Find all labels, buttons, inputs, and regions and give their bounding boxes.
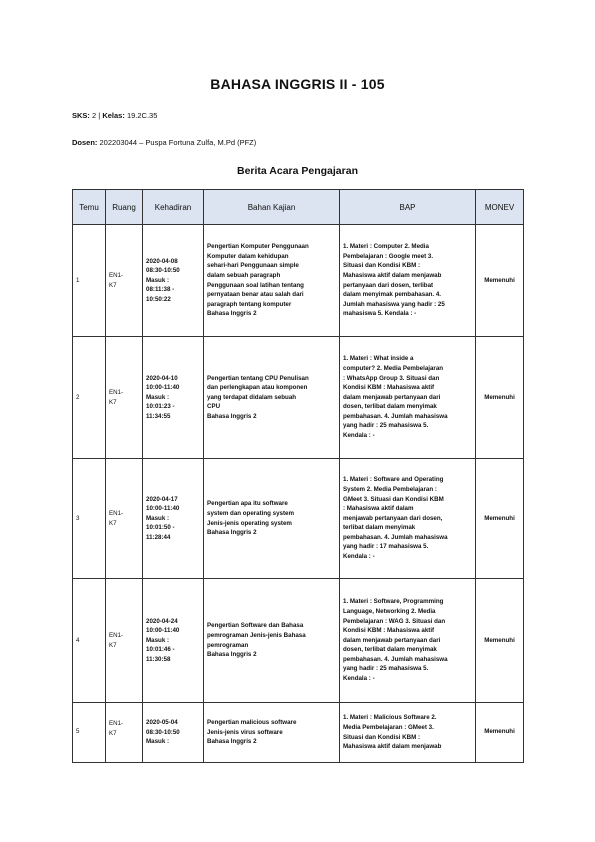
ruang-line: EN1- <box>109 720 124 727</box>
temu-cell: 5 <box>73 703 106 763</box>
bap-line: Pembelajaran : WAG 3. Situasi dan <box>343 617 446 625</box>
bahan-kajian-line: Pengertian Komputer Penggunaan <box>207 243 309 251</box>
bahan-kajian-cell <box>204 703 340 763</box>
bap-line: Jumlah mahasiswa yang hadir : 25 <box>343 300 445 308</box>
sks-label: SKS: <box>72 111 90 120</box>
monev-cell: Memenuhi <box>476 337 524 459</box>
bap-table <box>72 189 524 763</box>
kehadiran-cell <box>143 225 204 337</box>
bap-cell <box>340 225 476 337</box>
kehadiran-cell <box>143 337 204 459</box>
bap-line: 1. Materi : Software, Programming <box>343 598 444 606</box>
kehadiran-line: 10:00-11:40 <box>146 384 180 392</box>
bap-line: GMeet 3. Situasi dan Kondisi KBM <box>343 495 444 503</box>
ruang-line: EN1- <box>109 388 124 396</box>
bap-line: pembahasan. 4. Jumlah mahasiswa <box>343 412 448 420</box>
bap-line: yang hadir : 25 mahasiswa 5. <box>343 665 429 673</box>
separator: | <box>98 111 101 120</box>
bahan-kajian-line: pemrograman <box>207 641 249 649</box>
ruang-line: K7 <box>109 729 117 737</box>
ruang-line: EN1- <box>109 509 124 517</box>
bap-line: yang hadir : 25 mahasiswa 5. <box>343 422 429 430</box>
bap-line: mahasiswa 5. Kendala : - <box>343 310 417 318</box>
bap-line: pertanyaan dari dosen, terlibat <box>343 281 434 289</box>
ruang-cell <box>106 225 143 337</box>
bahan-kajian-cell <box>204 225 340 337</box>
bahan-kajian-cell <box>204 579 340 703</box>
bap-cell <box>340 579 476 703</box>
bahan-kajian-line: Penggunaan soal latihan tentang <box>207 281 304 289</box>
ruang-cell <box>106 337 143 459</box>
monev-cell: Memenuhi <box>476 459 524 579</box>
sks-value: 2 <box>92 111 97 120</box>
kehadiran-line: 10:01:50 - <box>146 524 175 532</box>
bap-line: Kondisi KBM : Mahasiswa aktif <box>343 384 435 392</box>
kehadiran-line: Masuk : <box>146 276 170 284</box>
bap-line: pembahasan. 4. Jumlah mahasiswa <box>343 655 448 663</box>
kehadiran-line: 2020-04-24 <box>146 617 178 625</box>
section-title: Berita Acara Pengajaran <box>236 165 358 177</box>
table-header-row <box>73 190 524 225</box>
lecturer-info <box>72 138 256 147</box>
bahan-kajian-line: Komputer dalam kehidupan <box>207 252 289 260</box>
temu-cell: 3 <box>73 459 106 579</box>
kehadiran-line: 10:00-11:40 <box>146 627 180 635</box>
bahan-kajian-line: yang terdapat didalam sebuah <box>207 393 297 401</box>
kelas-value: 19.2C.35 <box>126 111 158 120</box>
bahan-kajian-line: pernyataan benar atau salah dari <box>207 291 304 299</box>
kehadiran-line: Masuk : <box>146 393 170 401</box>
bap-cell <box>340 337 476 459</box>
kehadiran-line: 2020-04-10 <box>146 374 178 382</box>
ruang-cell <box>106 703 143 763</box>
kehadiran-line: 2020-04-08 <box>146 257 178 265</box>
bahan-kajian-line: CPU <box>207 403 221 411</box>
bahan-kajian-line: sehari-hari Penggunaan simple <box>207 262 299 270</box>
ruang-line: K7 <box>109 281 117 289</box>
bap-line: pembahasan. 4. Jumlah mahasiswa <box>343 533 448 541</box>
bap-line: Mahasiswa aktif dalam menjawab <box>343 271 442 279</box>
ruang-line: EN1- <box>109 631 124 639</box>
bap-line: dalam menyimak pembahasan. 4. <box>343 291 442 299</box>
bahan-kajian-line: system dan operating system <box>207 509 294 517</box>
kehadiran-line: Masuk : <box>146 738 170 746</box>
kehadiran-line: 08:30-10:50 <box>146 728 180 736</box>
kehadiran-line: 2020-05-04 <box>146 719 178 727</box>
ruang-cell <box>106 459 143 579</box>
bap-line: Kendala : - <box>343 553 375 561</box>
column-header-bahan-kajian: Bahan Kajian <box>204 190 340 225</box>
page-title: BAHASA INGGRIS II - 105 <box>210 76 385 92</box>
column-header-monev: MONEV <box>476 190 524 225</box>
bahan-kajian-line: Jenis-jenis virus software <box>207 728 283 736</box>
bap-line: menjawab pertanyaan dari dosen, <box>343 514 443 522</box>
temu-cell: 4 <box>73 579 106 703</box>
bap-line: Pembelajaran : Google meet 3. <box>343 252 434 260</box>
bap-line: dalam menjawab pertanyaan dari <box>343 636 441 644</box>
kehadiran-cell <box>143 579 204 703</box>
ruang-line: EN1- <box>109 271 124 279</box>
bap-line: dalam menjawab pertanyaan dari <box>343 393 441 401</box>
table-row <box>73 703 524 763</box>
table-row <box>73 337 524 459</box>
column-header-ruang: Ruang <box>106 190 143 225</box>
bap-line: 1. Materi : Software and Operating <box>343 476 444 484</box>
bahan-kajian-line: dalam sebuah paragraph <box>207 271 281 279</box>
kehadiran-line: Masuk : <box>146 636 170 644</box>
bap-line: 1. Materi : Computer 2. Media <box>343 243 429 251</box>
bahan-kajian-cell <box>204 337 340 459</box>
temu-cell: 1 <box>73 225 106 337</box>
kehadiran-line: 11:30:58 <box>146 655 171 663</box>
column-header-kehadiran: Kehadiran <box>143 190 204 225</box>
bahan-kajian-line: Bahasa Inggris 2 <box>207 529 257 537</box>
kehadiran-cell <box>143 703 204 763</box>
column-header-bap: BAP <box>340 190 476 225</box>
bahan-kajian-line: paragraph tentang komputer <box>207 300 292 308</box>
ruang-line: K7 <box>109 519 117 527</box>
monev-cell: Memenuhi <box>476 703 524 763</box>
kehadiran-line: 11:34:55 <box>146 412 171 420</box>
bap-line: Language, Networking 2. Media <box>343 607 436 615</box>
kehadiran-cell <box>143 459 204 579</box>
bap-line: : WhatsApp Group 3. Situasi dan <box>343 374 440 382</box>
bahan-kajian-line: Pengertian malicious software <box>207 719 297 727</box>
bahan-kajian-line: Bahasa Inggris 2 <box>207 310 257 318</box>
dosen-label: Dosen: <box>72 138 98 147</box>
bap-line: Kondisi KBM : Mahasiswa aktif <box>343 627 435 635</box>
bap-line: Mahasiswa aktif dalam menjawab <box>343 743 442 751</box>
bap-line: 1. Materi : Malicious Software 2. <box>343 714 437 722</box>
kehadiran-line: 10:01:46 - <box>146 646 175 654</box>
bahan-kajian-line: pemrograman Jenis-jenis Bahasa <box>207 631 306 639</box>
bahan-kajian-cell <box>204 459 340 579</box>
bahan-kajian-line: Jenis-jenis operating system <box>207 519 292 527</box>
bap-line: System 2. Media Pembelajaran : <box>343 485 437 493</box>
kehadiran-line: 11:28:44 <box>146 533 171 541</box>
kehadiran-line: 10:00-11:40 <box>146 505 180 513</box>
bap-line: dosen, terlibat dalam menyimak <box>343 646 437 654</box>
table-row <box>73 225 524 337</box>
bahan-kajian-line: Bahasa Inggris 2 <box>207 412 257 420</box>
bap-cell <box>340 459 476 579</box>
bahan-kajian-line: Bahasa Inggris 2 <box>207 651 257 659</box>
bahan-kajian-line: Pengertian apa itu software <box>207 500 288 508</box>
kehadiran-line: 08:11:38 - <box>146 286 175 294</box>
table-row <box>73 459 524 579</box>
ruang-line: K7 <box>109 398 117 406</box>
bahan-kajian-line: dan perlengkapan atau komponen <box>207 384 308 392</box>
kehadiran-line: 2020-04-17 <box>146 495 178 503</box>
course-info <box>72 111 157 120</box>
kelas-label: Kelas: <box>102 111 125 120</box>
kehadiran-line: 10:50:22 <box>146 295 171 303</box>
bap-line: Situasi dan Kondisi KBM : <box>343 733 421 741</box>
monev-cell: Memenuhi <box>476 579 524 703</box>
bap-line: yang hadir : 17 mahasiswa 5. <box>343 543 429 551</box>
bap-line: computer? 2. Media Pembelajaran <box>343 364 444 372</box>
kehadiran-line: 10:01:23 - <box>146 403 175 411</box>
ruang-line: K7 <box>109 641 117 649</box>
bahan-kajian-line: Bahasa Inggris 2 <box>207 738 257 746</box>
temu-cell: 2 <box>73 337 106 459</box>
column-header-temu: Temu <box>73 190 106 225</box>
dosen-value: 202203044 – Puspa Fortuna Zulfa, M.Pd (PFZ) <box>99 138 257 147</box>
ruang-cell <box>106 579 143 703</box>
bap-line: dosen, terlibat dalam menyimak <box>343 403 437 411</box>
bap-cell <box>340 703 476 763</box>
bap-line: : Mahasiswa aktif dalam <box>343 505 414 513</box>
table-row <box>73 579 524 703</box>
bap-line: Media Pembelajaran : GMeet 3. <box>343 723 434 731</box>
bahan-kajian-line: Pengertian Software dan Bahasa <box>207 622 304 630</box>
bap-line: 1. Materi : What inside a <box>343 355 414 363</box>
kehadiran-line: 08:30-10:50 <box>146 267 180 275</box>
bap-line: Kendala : - <box>343 675 375 683</box>
bahan-kajian-line: Pengertian tentang CPU Penulisan <box>207 374 309 382</box>
kehadiran-line: Masuk : <box>146 514 170 522</box>
bap-line: terlibat dalam menyimak <box>343 524 416 532</box>
bap-line: Situasi dan Kondisi KBM : <box>343 262 421 270</box>
bap-line: Kendala : - <box>343 432 375 440</box>
monev-cell: Memenuhi <box>476 225 524 337</box>
